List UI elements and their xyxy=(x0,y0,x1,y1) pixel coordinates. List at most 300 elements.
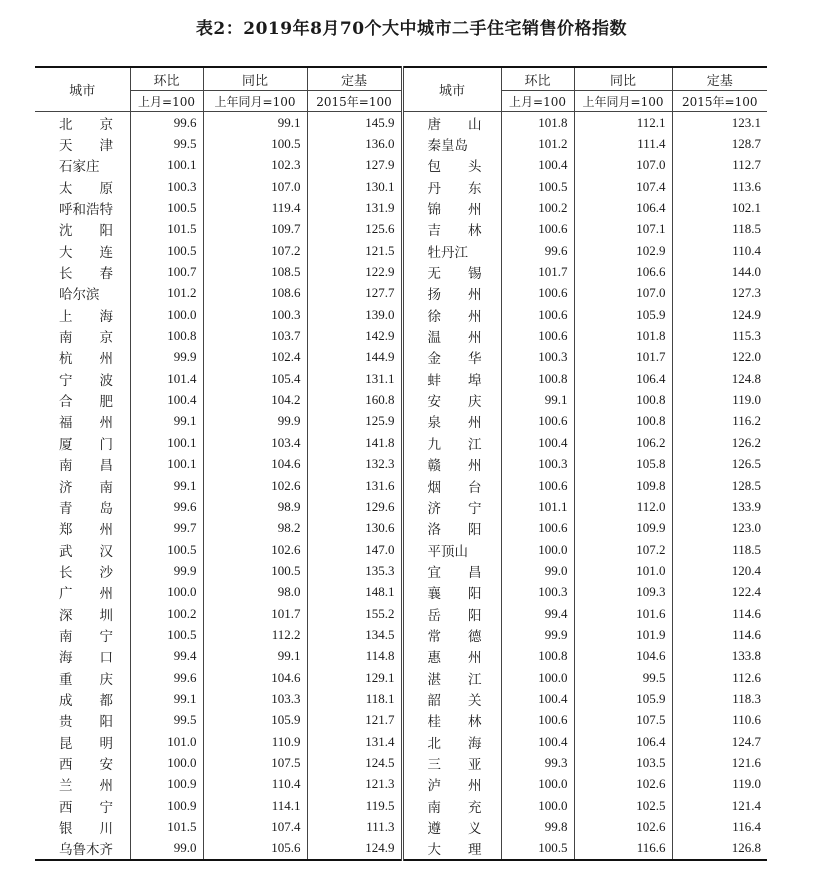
left-base-value: 125.6 xyxy=(307,219,402,240)
left-yoy-value: 102.6 xyxy=(203,475,307,496)
right-city-name: 九 江 xyxy=(402,432,501,453)
left-city-name: 青 岛 xyxy=(59,500,113,517)
table-row xyxy=(35,432,767,453)
left-base-value: 122.9 xyxy=(307,261,402,282)
table-row xyxy=(35,667,767,688)
left-city-name: 福 州 xyxy=(59,415,113,432)
right-base-value: 116.4 xyxy=(672,816,767,837)
left-yoy-value: 99.1 xyxy=(203,112,307,134)
left-mom-value: 100.0 xyxy=(130,582,203,603)
right-base-value: 124.7 xyxy=(672,731,767,752)
yoy-header-right: 同比 xyxy=(574,67,672,91)
left-base-value: 144.9 xyxy=(307,347,402,368)
right-base-value: 122.4 xyxy=(672,582,767,603)
right-base-value: 116.2 xyxy=(672,411,767,432)
left-yoy-value: 99.9 xyxy=(203,411,307,432)
left-base-value: 131.6 xyxy=(307,475,402,496)
left-yoy-value: 114.1 xyxy=(203,795,307,816)
table-row xyxy=(35,304,767,325)
left-mom-value: 99.9 xyxy=(130,347,203,368)
left-city-name: 乌鲁木齐 xyxy=(35,838,130,860)
right-base-value: 110.4 xyxy=(672,240,767,261)
left-city-name: 贵 阳 xyxy=(59,714,113,731)
right-yoy-value: 105.9 xyxy=(574,688,672,709)
left-yoy-value: 100.3 xyxy=(203,304,307,325)
left-city-name: 西 宁 xyxy=(59,799,113,816)
right-yoy-value: 107.0 xyxy=(574,155,672,176)
left-mom-value: 100.5 xyxy=(130,197,203,218)
left-yoy-value: 102.4 xyxy=(203,347,307,368)
left-base-value: 132.3 xyxy=(307,454,402,475)
right-mom-value: 100.3 xyxy=(501,582,574,603)
right-mom-value: 101.8 xyxy=(501,112,574,134)
left-base-value: 121.3 xyxy=(307,774,402,795)
mom-subheader-left: 上月=100 xyxy=(130,91,203,112)
right-mom-value: 100.3 xyxy=(501,454,574,475)
left-base-value: 121.7 xyxy=(307,710,402,731)
left-yoy-value: 119.4 xyxy=(203,197,307,218)
right-yoy-value: 106.4 xyxy=(574,368,672,389)
left-base-value: 136.0 xyxy=(307,133,402,154)
left-yoy-value: 107.0 xyxy=(203,176,307,197)
left-city-name: 南 京 xyxy=(59,330,113,347)
right-mom-value: 100.5 xyxy=(501,838,574,860)
left-city-name: 厦 门 xyxy=(59,436,113,453)
right-base-value: 119.0 xyxy=(672,389,767,410)
left-base-value: 160.8 xyxy=(307,389,402,410)
right-yoy-value: 109.3 xyxy=(574,582,672,603)
left-base-value: 124.5 xyxy=(307,752,402,773)
right-yoy-value: 104.6 xyxy=(574,646,672,667)
left-base-value: 139.0 xyxy=(307,304,402,325)
left-city-name: 杭 州 xyxy=(59,351,113,368)
right-city-name: 丹 东 xyxy=(402,176,501,197)
left-city-name: 石家庄 xyxy=(59,159,100,176)
right-base-value: 121.6 xyxy=(672,752,767,773)
left-base-value: 125.9 xyxy=(307,411,402,432)
right-base-value: 112.6 xyxy=(672,667,767,688)
left-mom-value: 100.4 xyxy=(130,389,203,410)
yoy-subheader-right: 上年同月=100 xyxy=(574,91,672,112)
right-mom-value: 100.6 xyxy=(501,325,574,346)
left-base-value: 130.6 xyxy=(307,518,402,539)
right-mom-value: 99.1 xyxy=(501,389,574,410)
right-base-value: 114.6 xyxy=(672,603,767,624)
table-row xyxy=(35,261,767,282)
right-mom-value: 99.9 xyxy=(501,624,574,645)
right-mom-value: 99.4 xyxy=(501,603,574,624)
table-row xyxy=(35,795,767,816)
mom-subheader-right: 上月=100 xyxy=(501,91,574,112)
right-city-name: 扬 州 xyxy=(402,283,501,304)
right-yoy-value: 101.8 xyxy=(574,325,672,346)
city-header-right: 城市 xyxy=(402,67,501,112)
left-city-name: 昆 明 xyxy=(59,735,113,752)
right-yoy-value: 101.0 xyxy=(574,560,672,581)
table-row xyxy=(35,774,767,795)
left-city-name: 成 都 xyxy=(59,692,113,709)
right-yoy-value: 107.0 xyxy=(574,283,672,304)
right-city-name: 襄 阳 xyxy=(402,582,501,603)
table-row xyxy=(35,624,767,645)
right-yoy-value: 107.2 xyxy=(574,539,672,560)
table-row xyxy=(35,752,767,773)
table-row xyxy=(35,646,767,667)
right-mom-value: 100.4 xyxy=(501,155,574,176)
right-city-name: 惠 州 xyxy=(402,646,501,667)
right-base-value: 127.3 xyxy=(672,283,767,304)
left-mom-value: 100.0 xyxy=(130,752,203,773)
left-city-name: 太 原 xyxy=(59,180,113,197)
left-city-name: 大 连 xyxy=(59,244,113,261)
left-yoy-value: 107.2 xyxy=(203,240,307,261)
right-yoy-value: 102.6 xyxy=(574,816,672,837)
table-row xyxy=(35,240,767,261)
left-mom-value: 99.4 xyxy=(130,646,203,667)
right-base-value: 126.2 xyxy=(672,432,767,453)
yoy-header-left: 同比 xyxy=(203,67,307,91)
table-row xyxy=(35,325,767,346)
left-yoy-value: 103.7 xyxy=(203,325,307,346)
left-base-value: 114.8 xyxy=(307,646,402,667)
right-city-name: 南 充 xyxy=(402,795,501,816)
right-mom-value: 101.1 xyxy=(501,496,574,517)
left-mom-value: 100.9 xyxy=(130,774,203,795)
left-mom-value: 100.3 xyxy=(130,176,203,197)
left-city-name: 重 庆 xyxy=(59,671,113,688)
left-mom-value: 99.5 xyxy=(130,133,203,154)
left-city-name: 天 津 xyxy=(59,138,113,155)
right-yoy-value: 100.8 xyxy=(574,389,672,410)
left-yoy-value: 105.6 xyxy=(203,838,307,860)
mom-header-left: 环比 xyxy=(130,67,203,91)
left-mom-value: 101.0 xyxy=(130,731,203,752)
left-base-value: 121.5 xyxy=(307,240,402,261)
left-mom-value: 99.9 xyxy=(130,560,203,581)
left-base-value: 131.9 xyxy=(307,197,402,218)
right-yoy-value: 109.8 xyxy=(574,475,672,496)
table-row xyxy=(35,347,767,368)
table-body xyxy=(35,112,767,861)
left-yoy-value: 110.4 xyxy=(203,774,307,795)
right-city-name: 湛 江 xyxy=(402,667,501,688)
left-base-value: 119.5 xyxy=(307,795,402,816)
left-base-value: 148.1 xyxy=(307,582,402,603)
left-city-name: 深 圳 xyxy=(59,607,113,624)
right-city-name: 温 州 xyxy=(402,325,501,346)
left-city-name: 郑 州 xyxy=(59,522,113,539)
left-yoy-value: 102.3 xyxy=(203,155,307,176)
right-mom-value: 100.4 xyxy=(501,731,574,752)
right-mom-value: 101.2 xyxy=(501,133,574,154)
left-mom-value: 99.0 xyxy=(130,838,203,860)
table-row xyxy=(35,539,767,560)
left-yoy-value: 110.9 xyxy=(203,731,307,752)
left-yoy-value: 107.4 xyxy=(203,816,307,837)
left-base-value: 134.5 xyxy=(307,624,402,645)
left-city-name: 呼和浩特 xyxy=(59,202,113,219)
right-mom-value: 100.6 xyxy=(501,283,574,304)
right-mom-value: 99.8 xyxy=(501,816,574,837)
left-yoy-value: 107.5 xyxy=(203,752,307,773)
left-yoy-value: 98.2 xyxy=(203,518,307,539)
right-city-name: 包 头 xyxy=(402,155,501,176)
right-base-value: 133.9 xyxy=(672,496,767,517)
left-mom-value: 101.2 xyxy=(130,283,203,304)
left-mom-value: 101.5 xyxy=(130,219,203,240)
right-yoy-value: 106.4 xyxy=(574,731,672,752)
right-mom-value: 100.6 xyxy=(501,475,574,496)
left-base-value: 147.0 xyxy=(307,539,402,560)
right-city-name: 锦 州 xyxy=(402,197,501,218)
right-yoy-value: 106.4 xyxy=(574,197,672,218)
right-mom-value: 100.5 xyxy=(501,176,574,197)
right-city-name: 牡丹江 xyxy=(402,240,501,261)
left-city-name: 宁 波 xyxy=(59,372,113,389)
left-yoy-value: 99.1 xyxy=(203,646,307,667)
table-row xyxy=(35,816,767,837)
right-city-name: 秦皇岛 xyxy=(402,133,501,154)
right-base-value: 118.5 xyxy=(672,219,767,240)
left-base-value: 142.9 xyxy=(307,325,402,346)
mom-header-right: 环比 xyxy=(501,67,574,91)
left-city-name: 南 宁 xyxy=(59,628,113,645)
left-mom-value: 99.6 xyxy=(130,112,203,134)
right-city-name: 韶 关 xyxy=(402,688,501,709)
left-base-value: 118.1 xyxy=(307,688,402,709)
right-city-name: 常 德 xyxy=(402,624,501,645)
left-yoy-value: 98.9 xyxy=(203,496,307,517)
right-city-name: 唐 山 xyxy=(402,112,501,134)
right-mom-value: 99.0 xyxy=(501,560,574,581)
right-city-name: 赣 州 xyxy=(402,454,501,475)
left-base-value: 111.3 xyxy=(307,816,402,837)
base-header-right: 定基 xyxy=(672,67,767,91)
right-base-value: 126.8 xyxy=(672,838,767,860)
table-title: 表2：2019年8月70个大中城市二手住宅销售价格指数 xyxy=(195,19,628,39)
table-row xyxy=(35,838,767,860)
left-city-name: 西 安 xyxy=(59,756,113,773)
right-yoy-value: 99.5 xyxy=(574,667,672,688)
left-base-value: 141.8 xyxy=(307,432,402,453)
right-mom-value: 100.6 xyxy=(501,304,574,325)
right-mom-value: 100.6 xyxy=(501,411,574,432)
right-base-value: 114.6 xyxy=(672,624,767,645)
left-base-value: 155.2 xyxy=(307,603,402,624)
left-mom-value: 100.5 xyxy=(130,240,203,261)
right-base-value: 112.7 xyxy=(672,155,767,176)
right-yoy-value: 101.9 xyxy=(574,624,672,645)
left-city-name: 哈尔滨 xyxy=(59,287,100,304)
left-mom-value: 99.1 xyxy=(130,475,203,496)
left-yoy-value: 104.6 xyxy=(203,667,307,688)
left-base-value: 127.7 xyxy=(307,283,402,304)
right-city-name: 平顶山 xyxy=(402,539,501,560)
left-mom-value: 100.1 xyxy=(130,155,203,176)
right-base-value: 118.3 xyxy=(672,688,767,709)
table-row xyxy=(35,411,767,432)
right-yoy-value: 105.8 xyxy=(574,454,672,475)
right-base-value: 118.5 xyxy=(672,539,767,560)
left-city-name: 海 口 xyxy=(59,650,113,667)
right-yoy-value: 112.0 xyxy=(574,496,672,517)
right-city-name: 烟 台 xyxy=(402,475,501,496)
right-base-value: 124.8 xyxy=(672,368,767,389)
right-yoy-value: 111.4 xyxy=(574,133,672,154)
right-base-value: 120.4 xyxy=(672,560,767,581)
right-city-name: 济 宁 xyxy=(402,496,501,517)
left-mom-value: 101.4 xyxy=(130,368,203,389)
left-city-name: 兰 州 xyxy=(59,778,113,795)
right-base-value: 128.5 xyxy=(672,475,767,496)
right-base-value: 123.0 xyxy=(672,518,767,539)
right-city-name: 大 理 xyxy=(402,838,501,860)
table-row xyxy=(35,688,767,709)
left-city-name: 广 州 xyxy=(59,586,113,603)
right-city-name: 洛 阳 xyxy=(402,518,501,539)
right-base-value: 123.1 xyxy=(672,112,767,134)
left-mom-value: 99.6 xyxy=(130,496,203,517)
right-yoy-value: 109.9 xyxy=(574,518,672,539)
table-row xyxy=(35,560,767,581)
left-yoy-value: 104.2 xyxy=(203,389,307,410)
yoy-subheader-left: 上年同月=100 xyxy=(203,91,307,112)
right-mom-value: 100.0 xyxy=(501,795,574,816)
left-yoy-value: 103.3 xyxy=(203,688,307,709)
right-mom-value: 100.0 xyxy=(501,539,574,560)
price-index-table xyxy=(35,66,767,861)
right-yoy-value: 101.6 xyxy=(574,603,672,624)
left-mom-value: 99.6 xyxy=(130,667,203,688)
right-yoy-value: 106.6 xyxy=(574,261,672,282)
right-yoy-value: 100.8 xyxy=(574,411,672,432)
right-base-value: 126.5 xyxy=(672,454,767,475)
left-base-value: 129.6 xyxy=(307,496,402,517)
right-base-value: 133.8 xyxy=(672,646,767,667)
right-mom-value: 100.6 xyxy=(501,710,574,731)
right-yoy-value: 103.5 xyxy=(574,752,672,773)
left-yoy-value: 103.4 xyxy=(203,432,307,453)
left-mom-value: 100.9 xyxy=(130,795,203,816)
left-mom-value: 100.7 xyxy=(130,261,203,282)
left-city-name: 银 川 xyxy=(59,821,113,838)
left-yoy-value: 105.4 xyxy=(203,368,307,389)
table-row xyxy=(35,197,767,218)
left-base-value: 124.9 xyxy=(307,838,402,860)
left-yoy-value: 102.6 xyxy=(203,539,307,560)
right-base-value: 115.3 xyxy=(672,325,767,346)
left-mom-value: 100.2 xyxy=(130,603,203,624)
right-mom-value: 100.6 xyxy=(501,518,574,539)
right-mom-value: 100.6 xyxy=(501,219,574,240)
right-city-name: 徐 州 xyxy=(402,304,501,325)
right-mom-value: 99.3 xyxy=(501,752,574,773)
table-row xyxy=(35,603,767,624)
right-base-value: 124.9 xyxy=(672,304,767,325)
left-yoy-value: 108.6 xyxy=(203,283,307,304)
right-mom-value: 100.4 xyxy=(501,432,574,453)
city-header-left: 城市 xyxy=(35,67,130,112)
table-row xyxy=(35,454,767,475)
right-mom-value: 100.8 xyxy=(501,368,574,389)
left-base-value: 130.1 xyxy=(307,176,402,197)
right-mom-value: 100.4 xyxy=(501,688,574,709)
left-city-name: 北 京 xyxy=(59,116,113,133)
right-city-name: 蚌 埠 xyxy=(402,368,501,389)
right-base-value: 122.0 xyxy=(672,347,767,368)
right-yoy-value: 106.2 xyxy=(574,432,672,453)
left-mom-value: 100.1 xyxy=(130,432,203,453)
left-mom-value: 99.1 xyxy=(130,411,203,432)
right-mom-value: 100.3 xyxy=(501,347,574,368)
left-base-value: 135.3 xyxy=(307,560,402,581)
right-yoy-value: 102.6 xyxy=(574,774,672,795)
left-yoy-value: 104.6 xyxy=(203,454,307,475)
right-mom-value: 99.6 xyxy=(501,240,574,261)
left-base-value: 131.4 xyxy=(307,731,402,752)
left-base-value: 129.1 xyxy=(307,667,402,688)
left-yoy-value: 98.0 xyxy=(203,582,307,603)
table-row xyxy=(35,133,767,154)
table-row xyxy=(35,219,767,240)
right-base-value: 110.6 xyxy=(672,710,767,731)
left-city-name: 济 南 xyxy=(59,479,113,496)
right-city-name: 吉 林 xyxy=(402,219,501,240)
right-mom-value: 100.2 xyxy=(501,197,574,218)
left-yoy-value: 105.9 xyxy=(203,710,307,731)
left-city-name: 上 海 xyxy=(59,308,113,325)
table-row xyxy=(35,283,767,304)
table-row xyxy=(35,475,767,496)
right-base-value: 121.4 xyxy=(672,795,767,816)
right-base-value: 102.1 xyxy=(672,197,767,218)
left-mom-value: 100.5 xyxy=(130,539,203,560)
right-base-value: 119.0 xyxy=(672,774,767,795)
left-yoy-value: 100.5 xyxy=(203,560,307,581)
right-yoy-value: 112.1 xyxy=(574,112,672,134)
right-yoy-value: 101.7 xyxy=(574,347,672,368)
table-row xyxy=(35,112,767,134)
right-mom-value: 100.8 xyxy=(501,646,574,667)
left-city-name: 武 汉 xyxy=(59,543,113,560)
right-city-name: 宜 昌 xyxy=(402,560,501,581)
left-yoy-value: 109.7 xyxy=(203,219,307,240)
left-base-value: 127.9 xyxy=(307,155,402,176)
right-city-name: 北 海 xyxy=(402,731,501,752)
left-yoy-value: 100.5 xyxy=(203,133,307,154)
table-row xyxy=(35,710,767,731)
right-city-name: 遵 义 xyxy=(402,816,501,837)
left-city-name: 合 肥 xyxy=(59,394,113,411)
table-row xyxy=(35,368,767,389)
left-mom-value: 100.1 xyxy=(130,454,203,475)
base-subheader-left: 2015年=100 xyxy=(307,91,402,112)
base-subheader-right: 2015年=100 xyxy=(672,91,767,112)
right-mom-value: 100.0 xyxy=(501,774,574,795)
left-yoy-value: 101.7 xyxy=(203,603,307,624)
left-mom-value: 100.0 xyxy=(130,304,203,325)
left-mom-value: 99.7 xyxy=(130,518,203,539)
left-city-name: 南 昌 xyxy=(59,458,113,475)
left-yoy-value: 108.5 xyxy=(203,261,307,282)
right-yoy-value: 107.1 xyxy=(574,219,672,240)
right-yoy-value: 107.5 xyxy=(574,710,672,731)
right-yoy-value: 105.9 xyxy=(574,304,672,325)
right-city-name: 三 亚 xyxy=(402,752,501,773)
right-city-name: 桂 林 xyxy=(402,710,501,731)
right-city-name: 岳 阳 xyxy=(402,603,501,624)
right-yoy-value: 102.9 xyxy=(574,240,672,261)
